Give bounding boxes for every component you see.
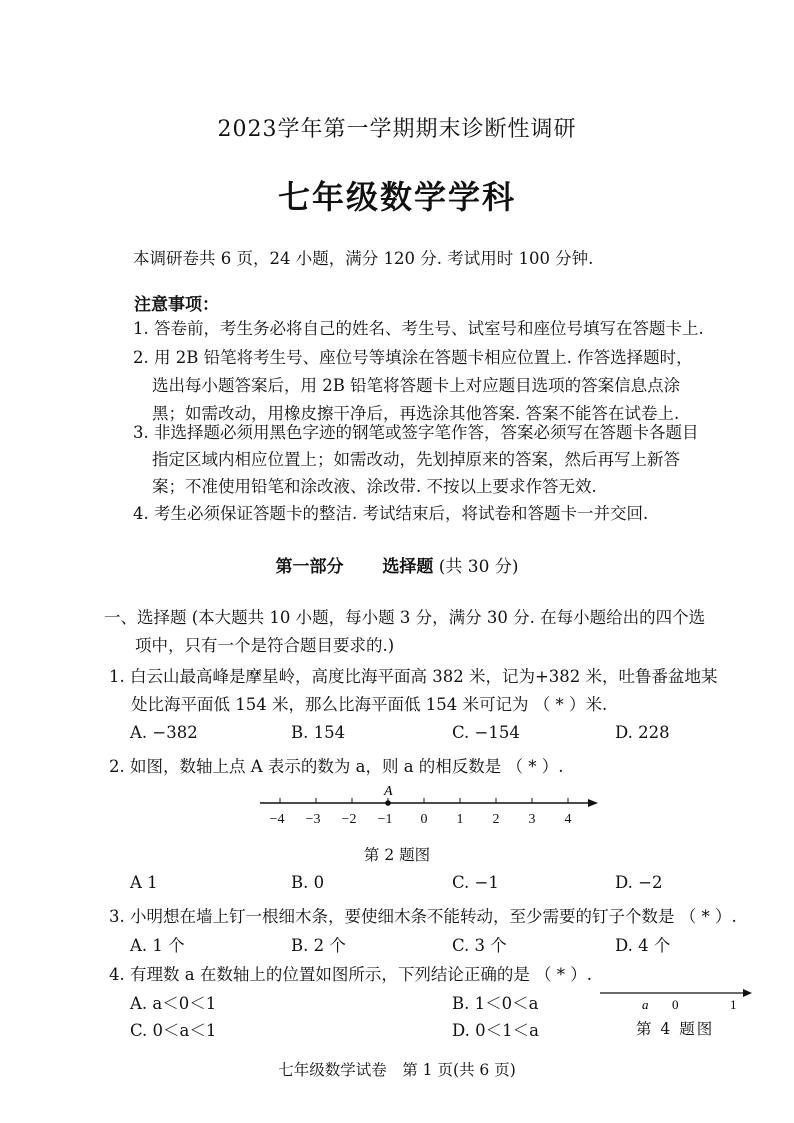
- q4-caption: 第 4 题图: [636, 1020, 715, 1038]
- exam-title: 2023学年第一学期期末诊断性调研: [217, 117, 577, 142]
- q4-option-b: B. 1＜0＜a: [452, 994, 539, 1013]
- q1-line-2: 处比海平面低 154 米，那么比海平面低 154 米可记为 （ * ）米.: [131, 695, 608, 714]
- q3-option-b: B. 2 个: [291, 936, 346, 955]
- q1-option-c: C. −154: [452, 723, 520, 742]
- note-line-3: 选出每小题答案后，用 2B 铅笔将答题卡上对应题目选项的答案信息点涂: [152, 376, 681, 395]
- q4-axis-label: 1: [730, 997, 737, 1012]
- part-title: 第一部分: [275, 557, 344, 577]
- q2-point-label: A: [384, 784, 393, 799]
- note-line-4: 黑；如需改动，用橡皮擦干净后，再选涂其他答案. 答案不能答在试卷上.: [152, 404, 680, 423]
- notes-heading: 注意事项：: [134, 295, 219, 315]
- q2-option-a: A 1: [130, 873, 158, 892]
- q1-option-a: A. −382: [130, 723, 198, 742]
- q2-tick-label: 0: [420, 812, 428, 827]
- section-intro-line-2: 项中，只有一个是符合题目要求的.): [135, 636, 395, 655]
- q4-stem: 4. 有理数 a 在数轴上的位置如图所示，下列结论正确的是 （ * ）.: [109, 965, 593, 984]
- q2-caption: 第 2 题图: [363, 846, 431, 864]
- q2-stem: 2. 如图，数轴上点 A 表示的数为 a，则 a 的相反数是 （ * ）.: [109, 757, 564, 776]
- q2-tick-label: 3: [528, 812, 536, 827]
- q4-axis-arrow: [743, 989, 752, 997]
- q4-number-line-figure: [598, 983, 758, 1013]
- q2-axis-arrow: [588, 799, 598, 807]
- part-points: (共 30 分): [438, 557, 519, 577]
- page-footer: 七年级数学试卷 第 1 页(共 6 页): [278, 1061, 516, 1079]
- q4-option-a: A. a＜0＜1: [130, 994, 217, 1013]
- q1-option-b: B. 154: [291, 723, 346, 742]
- note-line-2: 2. 用 2B 铅笔将考生号、座位号等填涂在答题卡相应位置上. 作答选择题时，: [133, 348, 693, 367]
- q2-number-line-figure: [255, 780, 605, 830]
- q4-option-d: D. 0＜1＜a: [452, 1021, 539, 1040]
- q2-tick-label: −3: [305, 812, 321, 827]
- section-intro-line-1: 一、选择题 (本大题共 10 小题，每小题 3 分，满分 30 分. 在每小题给出的四个选: [104, 608, 706, 627]
- exam-intro: 本调研卷共 6 页，24 小题，满分 120 分. 考试用时 100 分钟.: [133, 249, 594, 268]
- q3-stem: 3. 小明想在墙上钉一根细木条，要使细木条不能转动，至少需要的钉子个数是 （ * ）.: [109, 907, 737, 926]
- q2-tick-label: 2: [492, 812, 500, 827]
- q2-option-d: D. −2: [615, 873, 663, 892]
- q1-option-d: D. 228: [615, 723, 670, 742]
- q2-tick-label: −1: [377, 812, 393, 827]
- part-heading: [0, 552, 794, 577]
- q2-tick-label: −2: [341, 812, 357, 827]
- q3-option-c: C. 3 个: [452, 936, 507, 955]
- q3-option-d: D. 4 个: [615, 936, 671, 955]
- note-line-5: 3. 非选择题必须用黑色字迹的钢笔或签字笔作答，答案必须写在答题卡各题目: [133, 423, 699, 442]
- q2-option-b: B. 0: [291, 873, 325, 892]
- q4-option-c: C. 0＜a＜1: [130, 1021, 217, 1040]
- note-line-6: 指定区域内相应位置上；如需改动，先划掉原来的答案，然后再写上新答: [152, 450, 680, 469]
- q2-tick-label: 4: [564, 812, 572, 827]
- q4-axis-label: 0: [672, 997, 679, 1012]
- q1-line-1: 1. 白云山最高峰是摩星岭，高度比海平面高 382 米，记为+382 米，吐鲁番盆地某: [109, 667, 718, 686]
- note-line-7: 案；不准使用铅笔和涂改液、涂改带. 不按以上要求作答无效.: [152, 477, 597, 496]
- subject-title: 七年级数学学科: [277, 178, 516, 216]
- q2-option-c: C. −1: [452, 873, 499, 892]
- q2-tick-label: 1: [456, 812, 464, 827]
- q3-option-a: A. 1 个: [130, 936, 185, 955]
- note-line-8: 4. 考生必须保证答题卡的整洁. 考试结束后，将试卷和答题卡一并交回.: [133, 504, 649, 523]
- q2-point-a: [385, 800, 391, 806]
- part-name: 选择题: [382, 557, 434, 577]
- q2-tick-label: −4: [269, 812, 285, 827]
- note-line-1: 1. 答卷前，考生务必将自己的姓名、考生号、试室号和座位号填写在答题卡上.: [133, 319, 704, 338]
- q4-axis-label: a: [642, 997, 649, 1012]
